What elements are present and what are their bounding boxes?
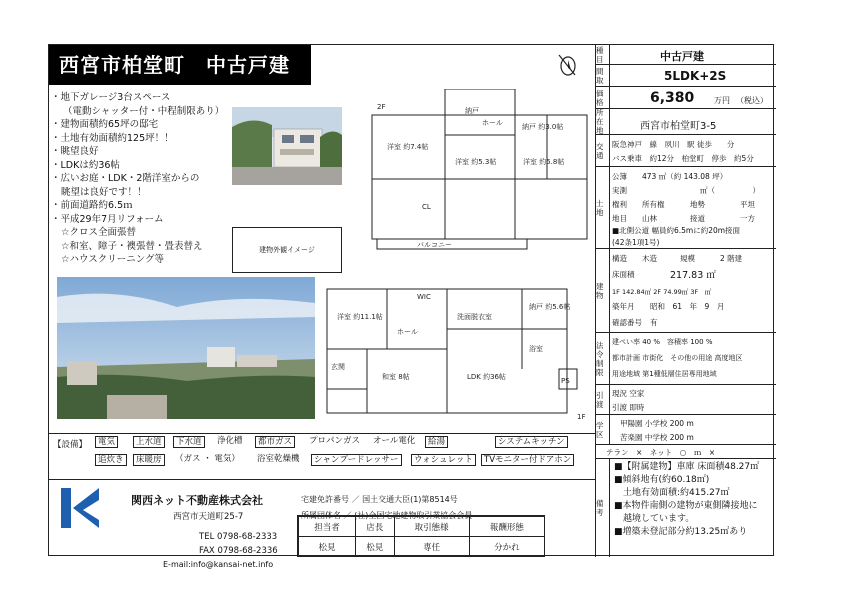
equip-bath-dryer: 浴室乾燥機 [257, 454, 300, 464]
price-value: 6,380 [650, 90, 695, 106]
law-row [596, 333, 776, 385]
layout-row [596, 65, 776, 87]
exterior-placeholder: 建物外観イメージ [232, 227, 342, 273]
elementary-school: 甲陽園 小学校 200 m [620, 419, 694, 428]
plan-label: CL [422, 203, 431, 211]
type-label: 種目 [596, 45, 610, 64]
equipment-label: 【設備】 [53, 440, 88, 450]
equip-tv-intercom: TVモニター付ドアホン [481, 454, 574, 466]
feature-item: ・建物面積約65坪の邸宅 [51, 119, 159, 130]
feature-item: ・LDKは約36帖 [51, 159, 120, 171]
feature-item: 眺望は良好です！！ [61, 186, 147, 198]
fee-table [297, 515, 545, 557]
fee-header: 報酬形態 [469, 517, 544, 537]
flyer-sheet [48, 44, 774, 569]
plan-label: 洋室 約11.1帖 [337, 313, 383, 321]
company-name: 関西ネット不動産株式会社 [131, 494, 263, 507]
scale-label: 規模 [680, 254, 695, 263]
fee-header: 担当者 [299, 517, 356, 537]
association: 所属団体名 ／ (社)全国宅地建物取引業協会会員 [301, 511, 473, 520]
road-note: ■北側公道 幅員約6.5mに約20m接面 [612, 226, 741, 235]
land-actual-value: ㎡（ ） [700, 186, 760, 195]
land-use-label: 地目 [612, 214, 627, 223]
equip-heating-type: （ガス ・ 電気） [175, 454, 240, 464]
license-number: 宅建免許番号 ／ 国土交通大臣(1)第8514号 [301, 495, 458, 504]
city-plan: 都市計画 市街化 その他の用途 高度地区 [612, 354, 743, 362]
law-label: 法令制限 [596, 333, 610, 384]
plan-label: 玄関 [331, 363, 345, 371]
equip-reheat: 追炊き [95, 454, 127, 466]
compass-icon [555, 51, 581, 79]
equip-sewer: 下水道 [173, 436, 205, 448]
scale-value: 2 階建 [720, 254, 743, 263]
location-value: 西宮市柏堂町3-5 [640, 121, 717, 132]
current-state: 現況 空家 [612, 389, 645, 398]
plan-label: 和室 8帖 [382, 373, 410, 381]
confirm-value: 有 [650, 318, 658, 327]
plan-label: 洗面脱衣室 [457, 313, 492, 321]
equip-city-gas: 都市ガス [255, 436, 295, 448]
equip-floor-heating: 床暖房 [133, 454, 165, 466]
zone: 用途地域 第1種低層住居専用地域 [612, 370, 717, 378]
remark-item: ■【附属建物】車庫 床面積48.27㎡ [614, 462, 760, 472]
building-row [596, 249, 776, 333]
fee-value: 松見 [299, 537, 356, 557]
structure-value: 木造 [642, 254, 657, 263]
land-actual-label: 実測 [612, 186, 627, 195]
title-bar [49, 45, 595, 85]
zoning-value: 平坦 [740, 200, 755, 209]
company-fax: FAX 0798-68-2336 [199, 546, 278, 556]
remark-item: ■本物件南側の建物が東側隣接地に [614, 501, 758, 511]
price-label: 価格 [596, 87, 610, 108]
location-label: 所在地 [596, 109, 610, 134]
floor-plan [317, 89, 593, 423]
floor-area-label: 床面積 [612, 270, 635, 279]
page-title: 西宮市柏堂町 中古戸建 [49, 45, 311, 85]
plan-label: LDK 約36帖 [467, 373, 507, 381]
traffic-line1: 阪急神戸 線 夙川 駅 徒歩 分 [612, 140, 735, 149]
school-row [596, 415, 776, 445]
company-logo-icon [59, 486, 103, 530]
feature-list [51, 91, 231, 267]
net-row [596, 445, 776, 459]
remarks-label: 備考 [596, 459, 610, 557]
net-availability: テラン × ネット ○ ｍ × [606, 448, 716, 457]
confirm-label: 確認番号 [612, 318, 642, 327]
equip-all-electric: オール電化 [373, 436, 416, 446]
fee-value: 専任 [394, 537, 469, 557]
equip-kitchen: システムキッチン [495, 436, 568, 448]
remark-item: ■増築未登記部分約13.25㎡あり [614, 527, 748, 537]
feature-item: ☆ハウスクリーニング等 [61, 254, 165, 265]
road-label: 接道 [690, 214, 705, 223]
feature-item: ・広いお庭・LDK・2階洋室からの [51, 173, 200, 184]
plan-label: 納戸 [465, 107, 479, 115]
price-row [596, 87, 776, 109]
price-unit: 万円 [714, 96, 730, 105]
coverage: 建ぺい率 40 % 容積率 100 % [612, 338, 713, 346]
remark-item: 土地有効面積:約415.27㎡ [614, 488, 730, 498]
road-note2: (42条1項1号) [612, 238, 660, 247]
feature-item: ☆クロス全面張替 [61, 227, 137, 238]
plan-label: 洋室 約7.4帖 [387, 143, 429, 151]
company-email[interactable]: E-mail:info@kansai-net.info [163, 560, 274, 569]
layout-value: 5LDK+2S [664, 69, 727, 83]
feature-item: ・平成29年7月リフォーム [51, 213, 164, 225]
equip-propane: プロパンガス [309, 436, 361, 446]
plan-label: ホール [482, 119, 503, 127]
equip-septic: 浄化槽 [217, 436, 243, 446]
property-detail-panel [595, 45, 775, 557]
building-label: 建物 [596, 249, 610, 332]
equip-water: 上水道 [133, 436, 165, 448]
feature-item: ・土地有効面積約125坪！！ [51, 132, 174, 144]
fee-value: 分かれ [469, 537, 544, 557]
feature-item: ・前面道路約6.5ｍ [51, 200, 133, 211]
plan-label: 2F [377, 103, 386, 111]
company-address: 西宮市天道町25-7 [173, 512, 244, 522]
delivery-label: 引渡 [596, 385, 610, 414]
delivery: 引渡 即時 [612, 403, 645, 412]
zoning-label: 地勢 [690, 200, 705, 209]
feature-item: ☆和室、障子・襖張替・畳表替え [61, 240, 203, 252]
land-right-label: 権利 [612, 200, 627, 209]
traffic-row [596, 135, 776, 167]
plan-label: 1F [577, 413, 586, 421]
fee-header: 取引態様 [394, 517, 469, 537]
school-label: 学区 [596, 415, 610, 444]
equipment-section [49, 433, 595, 479]
traffic-label: 交通 [596, 135, 610, 166]
remark-item: ■傾斜地有(約60.18㎡) [614, 475, 710, 485]
floor-detail: 1F 142.84㎡ 2F 74.99㎡ 3F ㎡ [612, 288, 712, 296]
remarks-list [614, 461, 774, 539]
feature-item: ・地下ガレージ3台スペース [51, 92, 171, 103]
floor-area-value: 217.83 ㎡ [670, 270, 716, 281]
equip-electric: 電気 [95, 436, 118, 448]
plan-label: PS [561, 377, 570, 385]
plan-label: 納戸 約3.0帖 [522, 123, 564, 131]
plan-label: 納戸 約5.6帖 [529, 303, 571, 311]
plan-label: WIC [417, 293, 431, 301]
type-row [596, 45, 776, 65]
road-value: 一方 [740, 214, 755, 223]
structure-label: 構造 [612, 254, 627, 263]
remark-item: 越境しています。 [614, 514, 695, 524]
company-tel: TEL 0798-68-2333 [199, 532, 278, 542]
built-label: 築年月 [612, 302, 635, 311]
equip-hot-water: 給湯 [425, 436, 448, 448]
delivery-row [596, 385, 776, 415]
land-public-label: 公簿 [612, 172, 627, 181]
plan-label: ホール [397, 328, 418, 336]
fee-value: 松見 [355, 537, 394, 557]
feature-item: ・眺望良好 [51, 146, 99, 157]
built-value: 昭和 61 年 9 月 [650, 302, 725, 311]
layout-label: 間取 [596, 65, 610, 86]
land-public-value: 473 ㎡（約 143.08 坪） [642, 172, 728, 181]
traffic-line2: バス乗車 約12分 柏堂町 停歩 約5分 [612, 154, 754, 163]
fee-header: 店長 [355, 517, 394, 537]
plan-label: 洋室 約5.3帖 [455, 158, 497, 166]
land-row [596, 167, 776, 249]
price-tax: （税込） [736, 96, 768, 105]
feature-item: （電動シャッター付・中程制限あり） [63, 105, 225, 117]
equip-washlet: ウォシュレット [411, 454, 476, 466]
view-photo [57, 277, 315, 419]
equip-shampoo-dresser: シャンプードレッサー [311, 454, 402, 466]
land-label: 土地 [596, 167, 610, 248]
plan-label: バルコニー [417, 241, 452, 249]
property-type: 中古戸建 [660, 50, 704, 63]
location-row [596, 109, 776, 135]
plan-label: 洋室 約5.8帖 [523, 158, 565, 166]
junior-school: 苦楽園 中学校 200 m [620, 433, 694, 442]
land-right-value: 所有権 [642, 200, 665, 209]
plan-label: 浴室 [529, 345, 543, 353]
land-use-value: 山林 [642, 214, 657, 223]
